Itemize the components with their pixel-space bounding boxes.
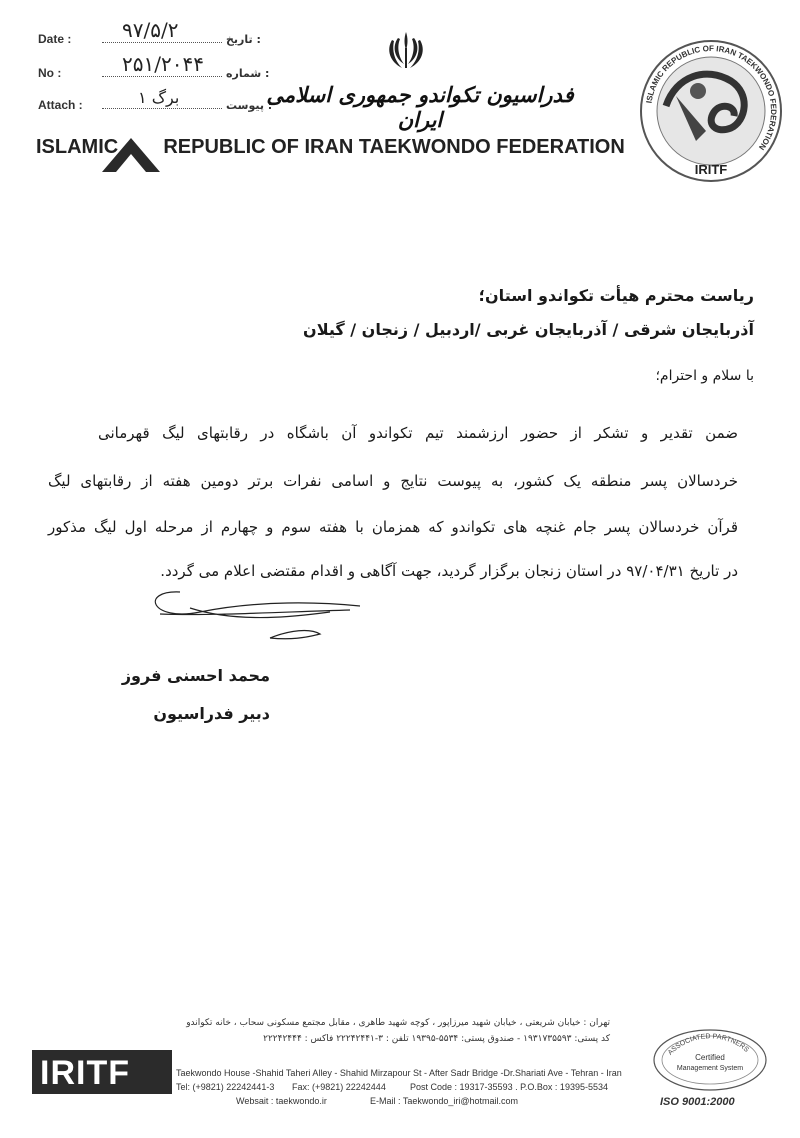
attach-value: ۱ برگ [138, 88, 180, 107]
body-line-1: ضمن تقدیر و تشکر از حضور ارزشمند تیم تکواندو آن باشگاه در رقابتهای لیگ قهرمانی [98, 424, 738, 442]
addressee-line-2: آذربایجان شرقی / آذربایجان غربی /اردبیل / زنجان / گیلان [303, 320, 754, 339]
chevron-mark-icon [100, 134, 162, 174]
footer-website: Websait : taekwondo.ir [236, 1096, 327, 1106]
greeting: با سلام و احترام؛ [655, 368, 754, 384]
badge-mid-text: Certified [695, 1053, 725, 1062]
number-field [102, 52, 222, 77]
signature-scribble [120, 582, 380, 652]
attach-label-fa: : پیوست [226, 99, 273, 112]
iso-label: ISO 9001:2000 [660, 1096, 735, 1108]
signatory-title: دبیر فدراسیون [153, 704, 270, 723]
federation-logo [636, 36, 786, 186]
footer-email: E-Mail : Taekwondo_iri@hotmail.com [370, 1096, 519, 1106]
body-line-3: قرآن خردسالان پسر جام غنچه های تکواندو که همزمان با هفته سوم و چهارم از مرحله اول لیگ مذکور [48, 518, 738, 536]
footer-post-code: Post Code : 19317-35593 . P.O.Box : 19395-5534 [410, 1082, 608, 1092]
body-line-4: در تاریخ ۹۷/۰۴/۳۱ در استان زنجان برگزار گردید، جهت آگاهی و اقدام مقتضی اعلام می گردد. [160, 562, 738, 580]
number-label-fa: : شماره [226, 67, 270, 80]
footer-tel: Tel: (+9821) 22242441-3 [176, 1082, 275, 1092]
addressee-line-1: ریاست محترم هیأت تکواندو استان؛ [478, 286, 754, 305]
federation-name-en-right: REPUBLIC OF IRAN TAEKWONDO FEDERATION [163, 136, 625, 158]
footer-logo-text: IRITF [40, 1054, 130, 1092]
iso-certification-badge [650, 1010, 770, 1092]
number-label: No : [38, 66, 62, 80]
signatory-name: محمد احسنی فروز [121, 666, 270, 685]
number-value: ۲۵۱/۲۰۴۴ [122, 52, 204, 76]
logo-ring-text: ISLAMIC REPUBLIC OF IRAN TAEKWONDO FEDERATION [644, 43, 779, 152]
date-field [102, 18, 222, 43]
footer-address-en: Taekwondo House -Shahid Taheri Alley - Shahid Mirzapour St - After Sadr Bridge -Dr.Shariati Ave - Tehran - Iran [176, 1068, 622, 1078]
badge-bottom-text: Management System [676, 1065, 744, 1072]
federation-name-fa: فدراسیون تکواندو جمهوری اسلامی ایران [266, 82, 574, 132]
attach-field [102, 88, 222, 109]
attach-row [38, 88, 273, 112]
date-row [38, 18, 261, 46]
iran-emblem-icon [384, 28, 428, 72]
number-row [38, 52, 270, 80]
date-label: Date : [38, 32, 72, 46]
footer-postal-fa: کد پستی: ۱۹۳۱۷۳۵۵۹۳ - صندوق پستی: ۵۵۳۴-۱۹۳۹۵ تلفن : ۳-۲۲۲۴۲۴۴۱ فاکس : ۲۲۲۴۲۴۴۴ [263, 1034, 610, 1044]
footer-fax: Fax: (+9821) 22242444 [292, 1082, 386, 1092]
date-value: ۹۷/۵/۲ [122, 18, 179, 42]
logo-acronym: IRITF [694, 162, 728, 177]
badge-top-text: ASSOCIATED PARTNERS [666, 1033, 750, 1057]
footer-address-fa: تهران : خیابان شریعتی ، خیابان شهید میرزاپور ، کوچه شهید طاهری ، مقابل مجتمع مسکونی سحاب ، خانه تکواندو [186, 1018, 610, 1028]
body-line-2: خردسالان پسر منطقه یک کشور، به پیوست نتایج و اسامی نفرات برتر دومین هفته از رقابتهای لیگ [48, 472, 738, 490]
date-label-fa: : تاریخ [226, 33, 261, 46]
footer-logo [32, 1046, 172, 1102]
federation-name-en-left: ISLAMIC [36, 136, 119, 158]
attach-label: Attach : [38, 98, 83, 112]
